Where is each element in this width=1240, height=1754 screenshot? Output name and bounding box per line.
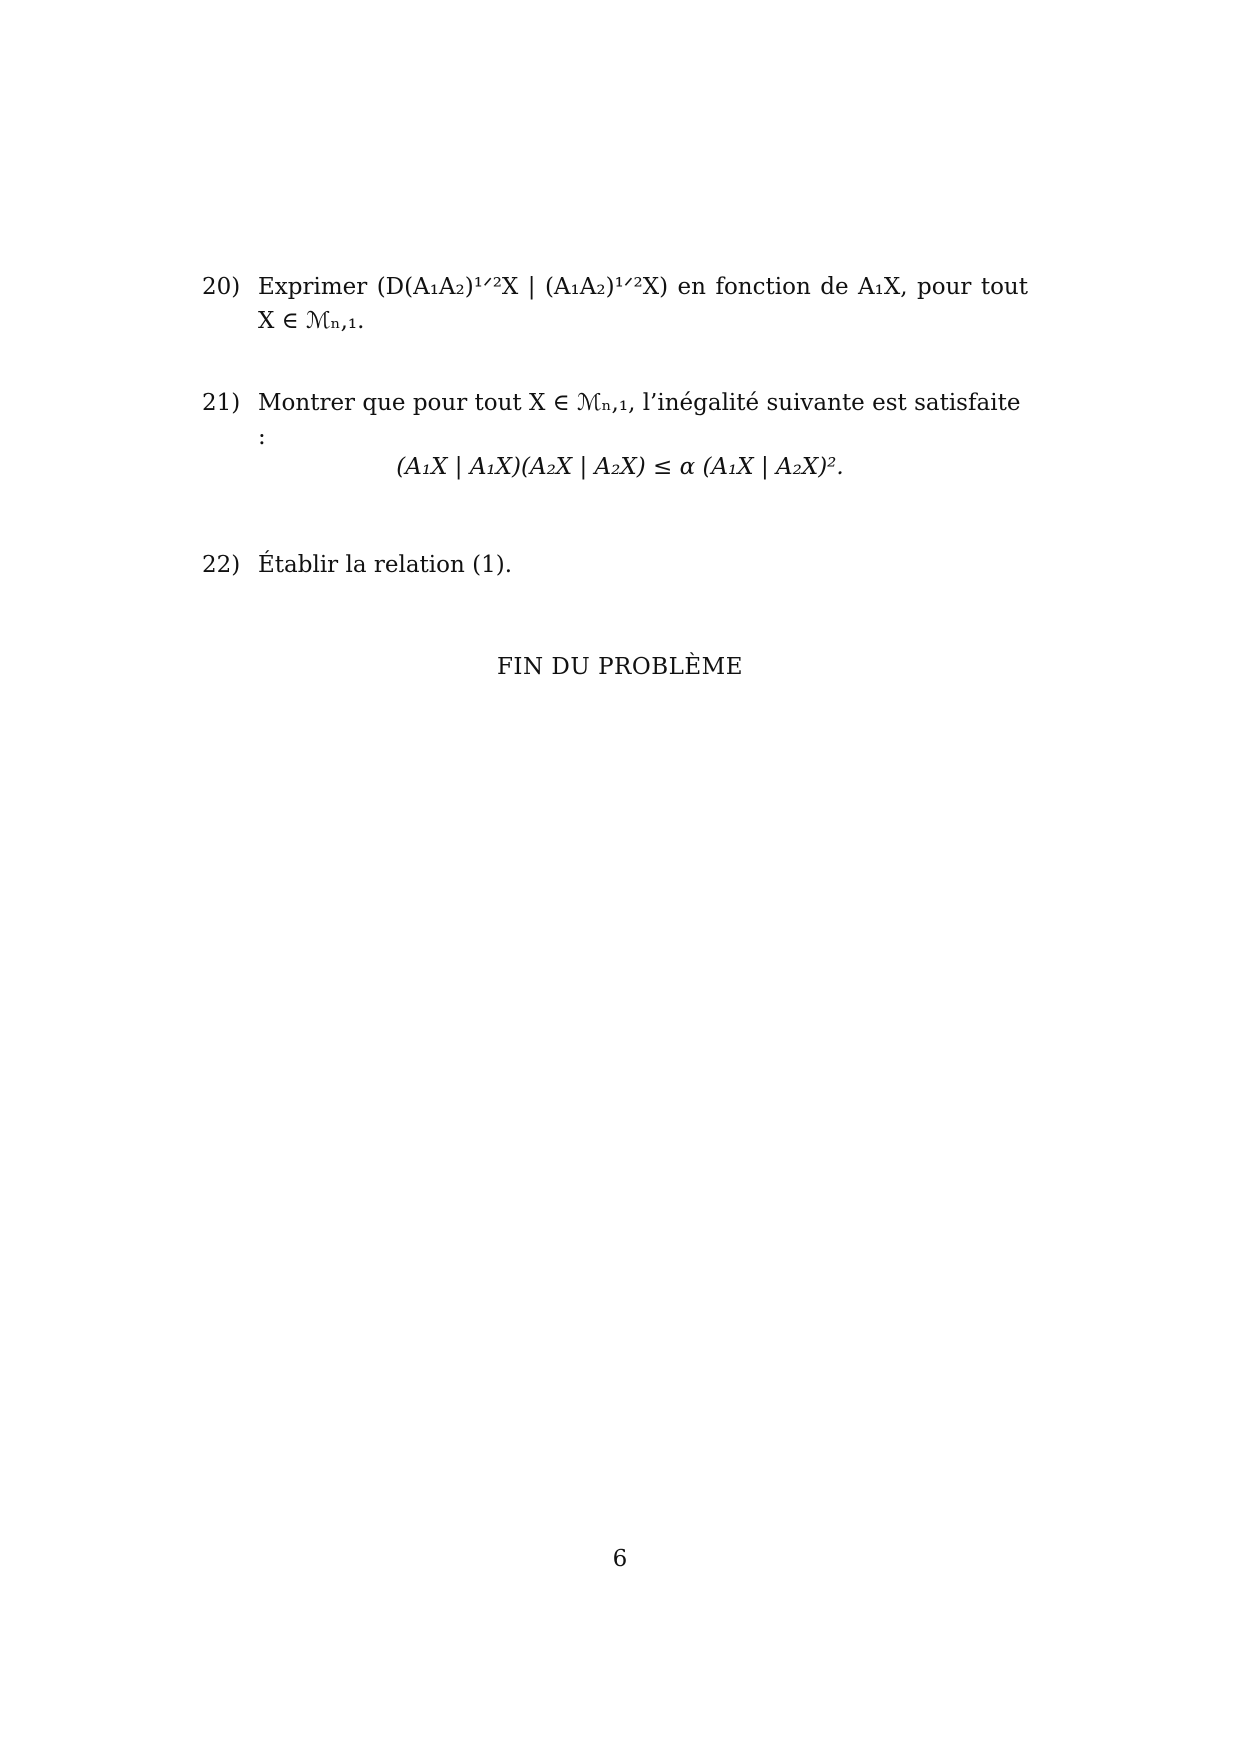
question-number: 21): [202, 390, 241, 416]
question-number: 22): [202, 552, 241, 578]
question-number: 20): [202, 274, 241, 300]
question-text: Montrer que pour tout X ∈ ℳₙ,₁, l’inégalité suivante est satisfaite :: [258, 390, 1021, 450]
question-20: [202, 270, 1028, 338]
display-formula: [0, 450, 1240, 484]
inequality-formula: (A₁X | A₁X)(A₂X | A₂X) ≤ α (A₁X | A₂X)².: [396, 454, 844, 480]
end-of-problem: FIN DU PROBLÈME: [496, 654, 744, 680]
question-line: Exprimer (D(A₁A₂)¹ᐟ²X | (A₁A₂)¹ᐟ²X) en fonction de A₁X, pour tout: [258, 274, 1028, 300]
question-text: Établir la relation (1).: [258, 552, 512, 578]
page-number: 6: [612, 1546, 628, 1572]
question-21: [202, 386, 1028, 454]
question-text: [258, 270, 1028, 338]
question-line: X ∈ ℳₙ,₁.: [258, 308, 365, 334]
question-22: [202, 548, 1028, 582]
